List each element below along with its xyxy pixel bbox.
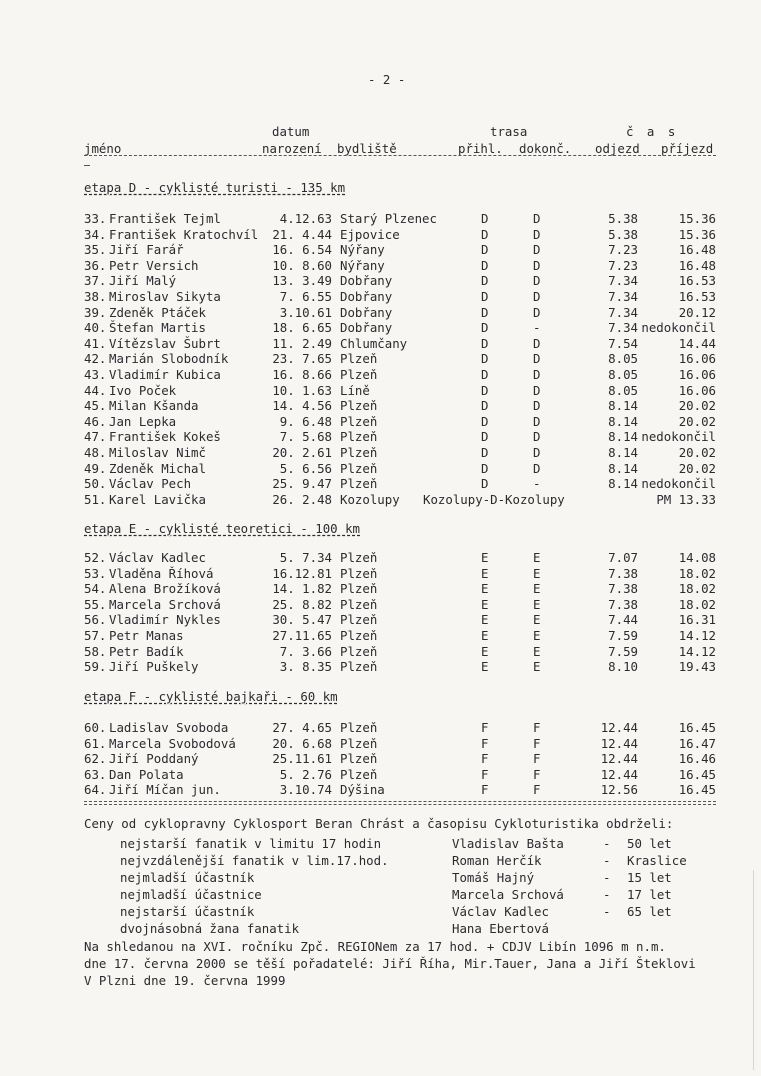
birth-date: 3.10.74 [279, 782, 332, 798]
route-finished: D [533, 289, 541, 304]
route-finished: - [533, 320, 541, 336]
route-registered: D [481, 211, 489, 226]
residence: Nýřany [340, 242, 385, 258]
residence: Plzeň [340, 735, 378, 751]
route-registered: D [481, 289, 489, 304]
residence: Ejpovice [340, 226, 400, 242]
page-number: - 2 - [368, 72, 406, 87]
birth-date: 5. 2.76 [279, 766, 332, 782]
residence: Plzeň [340, 351, 378, 367]
row-number: 58. [84, 643, 107, 659]
row-number: 52. [84, 550, 107, 565]
participant-name: Vladimír Kubica [109, 367, 221, 382]
departure-time: 7.44 [608, 612, 638, 628]
route-finished: D [533, 460, 541, 476]
arrival-time: 15.36 [678, 226, 716, 242]
row-number: 40. [84, 320, 107, 336]
residence: Kozolupy [340, 491, 400, 507]
arrival-time: 14.12 [678, 643, 716, 659]
participant-name: Marcela Svobodová [109, 735, 236, 751]
prize-value: 50 let [627, 836, 672, 851]
residence: Nýřany [340, 257, 385, 273]
route-finished: D [533, 273, 541, 289]
departure-time: 8.05 [608, 382, 638, 398]
arrival-time: 20.02 [678, 445, 716, 460]
arrival-time: 16.53 [678, 289, 716, 304]
birth-date: 21. 4.44 [272, 226, 332, 242]
residence: Plzeň [340, 581, 378, 597]
departure-time: 7.34 [608, 289, 638, 304]
prize-dash: - [603, 870, 611, 885]
residence: Plzeň [340, 659, 378, 675]
participant-name: Milan Kšanda [109, 398, 199, 414]
participant-name: Štefan Martis [109, 320, 206, 336]
row-number: 39. [84, 304, 107, 320]
prize-label: nejmladší účastník [120, 870, 255, 885]
route-finished: D [533, 211, 541, 226]
closing-line: Na shledanou na XVI. ročníku Zpč. REGIONem za 17 hod. + CDJV Libín 1096 m n.m. [84, 939, 666, 954]
departure-time: 7.34 [608, 320, 638, 336]
participant-name: Jan Lepka [109, 413, 177, 429]
departure-time: 7.54 [608, 335, 638, 351]
participant-name: Petr Manas [109, 628, 184, 643]
row-number: 46. [84, 413, 107, 429]
departure-time: 8.14 [608, 398, 638, 414]
route-finished: F [533, 782, 541, 798]
route-finished: F [533, 751, 541, 767]
participant-name: Vladimír Nykles [109, 612, 221, 628]
route-finished: E [533, 643, 541, 659]
arrival-time: 16.31 [678, 612, 716, 628]
birth-date: 16.12.81 [272, 565, 332, 581]
route-registered: E [481, 628, 489, 643]
departure-time: 8.14 [608, 476, 638, 492]
route-registered: D [481, 382, 489, 398]
departure-time: 7.38 [608, 565, 638, 581]
birth-date: 9. 6.48 [279, 413, 332, 429]
route-finished: D [533, 335, 541, 351]
residence: Plzeň [340, 398, 378, 414]
route-registered: D [481, 335, 489, 351]
birth-date: 10. 1.63 [272, 382, 332, 398]
departure-time: 8.05 [608, 367, 638, 382]
paper-edge [753, 870, 754, 1070]
residence: Plzeň [340, 413, 378, 429]
participant-name: Vladěna Říhová [109, 565, 214, 581]
arrival-time: PM 13.33 [656, 491, 716, 507]
birth-date: 20. 2.61 [272, 445, 332, 460]
departure-time: 7.23 [608, 242, 638, 258]
arrival-time: nedokončil [641, 429, 716, 445]
row-number: 51. [84, 491, 107, 507]
header-prihl: přihl. [458, 141, 503, 156]
route-finished: D [533, 242, 541, 258]
participant-name: Miloslav Nimč [109, 445, 206, 460]
arrival-time: 20.12 [678, 304, 716, 320]
departure-time: 12.44 [600, 735, 638, 751]
residence: Dobřany [340, 304, 393, 320]
participant-name: Petr Badík [109, 643, 184, 659]
prize-winner: Marcela Srchová [452, 887, 564, 902]
prize-label: nejstarší účastník [120, 904, 255, 919]
residence: Dobřany [340, 273, 393, 289]
arrival-time: 16.48 [678, 242, 716, 258]
residence: Líně [340, 382, 370, 398]
birth-date: 27.11.65 [272, 628, 332, 643]
birth-date: 7. 3.66 [279, 643, 332, 659]
prize-label: nejvzdálenější fanatik v lim.17.hod. [120, 853, 389, 868]
header-jmeno: jméno [84, 141, 122, 156]
departure-time: 8.10 [608, 659, 638, 675]
row-number: 60. [84, 720, 107, 735]
arrival-time: 16.48 [678, 257, 716, 273]
header-rule [84, 155, 716, 156]
row-number: 53. [84, 565, 107, 581]
route-registered: D [481, 476, 489, 492]
route-registered: D [481, 304, 489, 320]
participant-name: Jiří Poddaný [109, 751, 199, 767]
participant-name: Jiří Farář [109, 242, 184, 258]
arrival-time: 14.12 [678, 628, 716, 643]
departure-time: 12.44 [600, 720, 638, 735]
route-finished: E [533, 550, 541, 565]
row-number: 64. [84, 782, 107, 798]
route-finished: E [533, 628, 541, 643]
departure-time: 8.14 [608, 445, 638, 460]
prize-dash: - [603, 836, 611, 851]
departure-time: 5.38 [608, 226, 638, 242]
row-number: 54. [84, 581, 107, 597]
row-number: 59. [84, 659, 107, 675]
route-registered: F [481, 751, 489, 767]
arrival-time: 16.45 [678, 782, 716, 798]
residence: Plzeň [340, 612, 378, 628]
birth-date: 25.11.61 [272, 751, 332, 767]
arrival-time: 18.02 [678, 565, 716, 581]
birth-date: 4.12.63 [279, 211, 332, 226]
route-registered: E [481, 643, 489, 659]
birth-date: 30. 5.47 [272, 612, 332, 628]
route-registered: F [481, 720, 489, 735]
prize-winner: Hana Ebertová [452, 921, 549, 936]
route-registered: F [481, 735, 489, 751]
header-datum: datum [272, 124, 310, 139]
header-bydliste: bydliště [337, 141, 397, 156]
route-text: Kozolupy-D-Kozolupy [423, 491, 565, 507]
departure-time: 7.23 [608, 257, 638, 273]
departure-time: 7.34 [608, 304, 638, 320]
residence: Plzeň [340, 643, 378, 659]
closing-line: V Plzni dne 19. června 1999 [84, 973, 286, 988]
route-finished: E [533, 596, 541, 612]
row-number: 48. [84, 445, 107, 460]
row-number: 43. [84, 367, 107, 382]
residence: Plzeň [340, 751, 378, 767]
route-registered: D [481, 226, 489, 242]
prize-dash: - [603, 853, 611, 868]
prize-label: nejstarší fanatik v limitu 17 hodin [120, 836, 382, 851]
birth-date: 10. 8.60 [272, 257, 332, 273]
row-number: 62. [84, 751, 107, 767]
birth-date: 23. 7.65 [272, 351, 332, 367]
route-registered: D [481, 320, 489, 336]
route-registered: D [481, 429, 489, 445]
participant-name: Marcela Srchová [109, 596, 221, 612]
route-finished: D [533, 382, 541, 398]
residence: Dobřany [340, 289, 393, 304]
arrival-time: 16.46 [678, 751, 716, 767]
arrival-time: 14.44 [678, 335, 716, 351]
departure-time: 7.59 [608, 643, 638, 659]
route-finished: D [533, 398, 541, 414]
route-registered: E [481, 565, 489, 581]
departure-time: 7.34 [608, 273, 638, 289]
departure-time: 7.38 [608, 581, 638, 597]
route-finished: E [533, 565, 541, 581]
route-registered: D [481, 242, 489, 258]
residence: Starý Plzenec [340, 211, 437, 226]
arrival-time: nedokončil [641, 320, 716, 336]
prize-winner: Tomáš Hajný [452, 870, 535, 885]
arrival-time: 18.02 [678, 581, 716, 597]
row-number: 57. [84, 628, 107, 643]
arrival-time: 16.47 [678, 735, 716, 751]
route-finished: D [533, 367, 541, 382]
row-number: 45. [84, 398, 107, 414]
route-registered: D [481, 273, 489, 289]
prize-label: dvojnásobná žana fanatik [120, 921, 300, 936]
participant-name: Ladislav Svoboda [109, 720, 229, 735]
arrival-time: 18.02 [678, 596, 716, 612]
row-number: 33. [84, 211, 107, 226]
birth-date: 25. 8.82 [272, 596, 332, 612]
prize-dash: - [603, 887, 611, 902]
prize-winner: Václav Kadlec [452, 904, 549, 919]
participant-name: Zdeněk Michal [109, 460, 206, 476]
departure-time: 8.14 [608, 413, 638, 429]
departure-time: 12.44 [600, 766, 638, 782]
residence: Plzeň [340, 367, 378, 382]
departure-time: 7.07 [608, 550, 638, 565]
footer-rule-2 [84, 804, 716, 805]
birth-date: 27. 4.65 [272, 720, 332, 735]
route-registered: F [481, 766, 489, 782]
participant-name: Ivo Poček [109, 382, 177, 398]
header-narozeni: narození [262, 141, 322, 156]
arrival-time: 20.02 [678, 460, 716, 476]
residence: Plzeň [340, 550, 378, 565]
row-number: 42. [84, 351, 107, 367]
route-finished: D [533, 413, 541, 429]
participant-name: Jiří Puškely [109, 659, 199, 675]
residence: Plzeň [340, 460, 378, 476]
route-registered: F [481, 782, 489, 798]
participant-name: Alena Brožíková [109, 581, 221, 597]
participant-name: Jiří Míčan jun. [109, 782, 221, 798]
route-registered: E [481, 596, 489, 612]
residence: Plzeň [340, 476, 378, 492]
residence: Plzeň [340, 766, 378, 782]
closing-line: dne 17. června 2000 se těší pořadatelé: Jiří Říha, Mir.Tauer, Jana a Jiří Šteklovi [84, 956, 696, 971]
departure-time: 8.14 [608, 460, 638, 476]
arrival-time: 16.06 [678, 367, 716, 382]
route-finished: - [533, 476, 541, 492]
section-title: etapa F - cyklisté bajkaři - 60 km [84, 689, 338, 704]
participant-name: František Kratochvíl [109, 226, 259, 242]
route-finished: D [533, 445, 541, 460]
residence: Plzeň [340, 445, 378, 460]
row-number: 47. [84, 429, 107, 445]
section-title: etapa E - cyklisté teoretici - 100 km [84, 521, 361, 536]
participant-name: Vítězslav Šubrt [109, 335, 221, 351]
arrival-time: 14.08 [678, 550, 716, 565]
departure-time: 12.56 [600, 782, 638, 798]
residence: Plzeň [340, 429, 378, 445]
residence: Plzeň [340, 720, 378, 735]
participant-name: Dan Polata [109, 766, 184, 782]
header-trasa: trasa [490, 124, 528, 139]
birth-date: 13. 3.49 [272, 273, 332, 289]
header-dokonc: dokonč. [519, 141, 572, 156]
route-registered: D [481, 398, 489, 414]
route-registered: D [481, 367, 489, 382]
prize-value: 17 let [627, 887, 672, 902]
arrival-time: 16.06 [678, 351, 716, 367]
participant-name: Marián Slobodník [109, 351, 229, 367]
residence: Chlumčany [340, 335, 408, 351]
arrival-time: 19.43 [678, 659, 716, 675]
route-finished: E [533, 612, 541, 628]
birth-date: 14. 4.56 [272, 398, 332, 414]
header-odjezd: odjezd [595, 141, 640, 156]
row-number: 35. [84, 242, 107, 258]
departure-time: 7.59 [608, 628, 638, 643]
route-registered: D [481, 351, 489, 367]
birth-date: 5. 7.34 [279, 550, 332, 565]
route-registered: E [481, 550, 489, 565]
arrival-time: 16.45 [678, 766, 716, 782]
route-finished: F [533, 735, 541, 751]
prize-value: Kraslice [627, 853, 687, 868]
residence: Plzeň [340, 565, 378, 581]
row-number: 38. [84, 289, 107, 304]
route-finished: D [533, 226, 541, 242]
birth-date: 18. 6.65 [272, 320, 332, 336]
residence: Plzeň [340, 628, 378, 643]
footer-rule-1 [84, 801, 716, 802]
route-registered: D [481, 257, 489, 273]
participant-name: František Tejml [109, 211, 221, 226]
prize-winner: Vladislav Bašta [452, 836, 564, 851]
residence: Plzeň [340, 596, 378, 612]
row-number: 63. [84, 766, 107, 782]
route-registered: E [481, 612, 489, 628]
route-registered: D [481, 445, 489, 460]
row-number: 36. [84, 257, 107, 273]
row-number: 37. [84, 273, 107, 289]
participant-name: František Kokeš [109, 429, 221, 445]
route-finished: D [533, 304, 541, 320]
participant-name: Jiří Malý [109, 273, 177, 289]
route-finished: D [533, 351, 541, 367]
prize-label: nejmladší účastnice [120, 887, 262, 902]
birth-date: 3. 8.35 [279, 659, 332, 675]
arrival-time: 16.45 [678, 720, 716, 735]
participant-name: Václav Kadlec [109, 550, 206, 565]
route-registered: D [481, 413, 489, 429]
residence: Dýšina [340, 782, 385, 798]
header-cas: č a s [626, 124, 676, 139]
birth-date: 26. 2.48 [272, 491, 332, 507]
arrival-time: 16.06 [678, 382, 716, 398]
birth-date: 7. 5.68 [279, 429, 332, 445]
header-rule-stub [84, 165, 90, 166]
birth-date: 16. 6.54 [272, 242, 332, 258]
prize-value: 15 let [627, 870, 672, 885]
row-number: 61. [84, 735, 107, 751]
row-number: 50. [84, 476, 107, 492]
route-finished: F [533, 766, 541, 782]
route-registered: D [481, 460, 489, 476]
row-number: 44. [84, 382, 107, 398]
row-number: 34. [84, 226, 107, 242]
header-prijezd: příjezd [661, 141, 714, 156]
birth-date: 14. 1.82 [272, 581, 332, 597]
birth-date: 16. 8.66 [272, 367, 332, 382]
prize-dash: - [603, 904, 611, 919]
participant-name: Petr Versich [109, 257, 199, 273]
departure-time: 12.44 [600, 751, 638, 767]
arrival-time: 20.02 [678, 413, 716, 429]
departure-time: 5.38 [608, 211, 638, 226]
participant-name: Václav Pech [109, 476, 192, 492]
route-finished: F [533, 720, 541, 735]
arrival-time: 16.53 [678, 273, 716, 289]
route-finished: E [533, 659, 541, 675]
prizes-intro: Ceny od cyklopravny Cyklosport Beran Chrást a časopisu Cykloturistika obdrželi: [84, 816, 674, 831]
arrival-time: 20.02 [678, 398, 716, 414]
birth-date: 3.10.61 [279, 304, 332, 320]
route-finished: D [533, 257, 541, 273]
section-title: etapa D - cyklisté turisti - 135 km [84, 180, 346, 195]
birth-date: 5. 6.56 [279, 460, 332, 476]
arrival-time: nedokončil [641, 476, 716, 492]
departure-time: 7.38 [608, 596, 638, 612]
route-registered: E [481, 581, 489, 597]
birth-date: 11. 2.49 [272, 335, 332, 351]
departure-time: 8.14 [608, 429, 638, 445]
prize-value: 65 let [627, 904, 672, 919]
departure-time: 8.05 [608, 351, 638, 367]
participant-name: Miroslav Sikyta [109, 289, 221, 304]
row-number: 49. [84, 460, 107, 476]
row-number: 41. [84, 335, 107, 351]
route-finished: E [533, 581, 541, 597]
birth-date: 7. 6.55 [279, 289, 332, 304]
residence: Dobřany [340, 320, 393, 336]
birth-date: 25. 9.47 [272, 476, 332, 492]
birth-date: 20. 6.68 [272, 735, 332, 751]
route-finished: D [533, 429, 541, 445]
row-number: 55. [84, 596, 107, 612]
participant-name: Karel Lavička [109, 491, 206, 507]
arrival-time: 15.36 [678, 211, 716, 226]
row-number: 56. [84, 612, 107, 628]
prize-winner: Roman Herčík [452, 853, 542, 868]
participant-name: Zdeněk Ptáček [109, 304, 206, 320]
route-registered: E [481, 659, 489, 675]
